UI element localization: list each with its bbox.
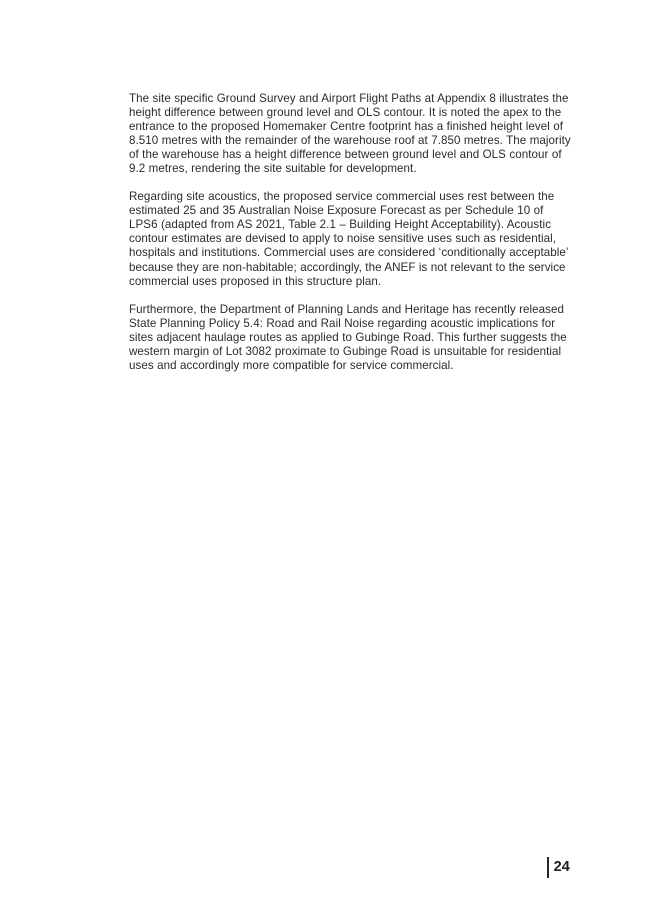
footer-divider-rule [547,857,549,878]
body-paragraph-1: The site specific Ground Survey and Airport Flight Paths at Appendix 8 illustrates the height difference between ground level and OLS contour. It is noted the apex to the entrance to the proposed Homemaker Centre footprint has a finished height level of 8.510 metres with the remainder of the warehouse roof at 7.850 metres. The majority of the warehouse has a height difference between ground level and OLS contour of 9.2 metres, rendering the site suitable for development. [129,92,571,176]
page-body-text [129,92,572,373]
page-number: 24 [553,858,571,875]
page-footer [547,855,570,879]
body-paragraph-2: Regarding site acoustics, the proposed service commercial uses rest between the estimated 25 and 35 Australian Noise Exposure Forecast as per Schedule 10 of LPS6 (adapted from AS 2021, Table 2.1 – Building Height Acceptability). Acoustic contour estimates are devised to apply to noise sensitive uses such as residential, hospitals and institutions. Commercial uses are considered ‘conditionally acceptable’ because they are non-habitable; accordingly, the ANEF is not relevant to the service commercial uses proposed in this structure plan. [129,190,569,288]
body-paragraph-3: Furthermore, the Department of Planning Lands and Heritage has recently released State Planning Policy 5.4: Road and Rail Noise regarding acoustic implications for sites adjacent haulage routes as applied to Gubinge Road. This further suggests the western margin of Lot 3082 proximate to Gubinge Road is unsuitable for residential uses and accordingly more compatible for service commercial. [129,302,567,372]
